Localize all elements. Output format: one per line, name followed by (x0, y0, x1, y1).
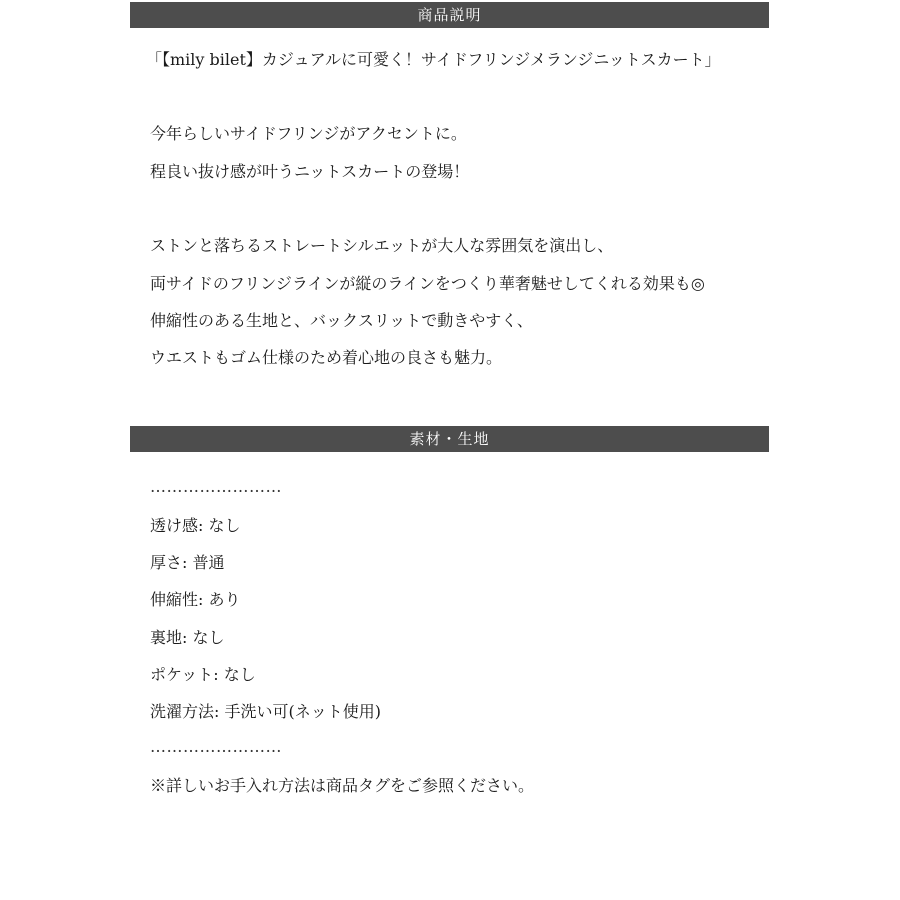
description-line: ウエストもゴム仕様のため着心地の良さも魅力。 (150, 348, 503, 367)
dotted-divider: …………………… (150, 477, 282, 496)
spec-value: なし (192, 628, 225, 647)
spec-row: 伸縮性: あり (150, 590, 241, 609)
spec-label: ポケット (150, 665, 214, 684)
spec-label: 透け感 (150, 516, 199, 535)
product-title: 「【mily bilet】カジュアルに可愛く！サイドフリンジメランジニットスカート」 (146, 50, 721, 69)
spec-value: なし (223, 665, 256, 684)
spec-value: 普通 (192, 553, 225, 572)
spec-row: 厚さ: 普通 (150, 553, 225, 572)
description-line: ストンと落ちるストレートシルエットが大人な雰囲気を演出し、 (150, 236, 614, 255)
dotted-divider: …………………… (150, 737, 282, 756)
spec-value: なし (208, 516, 241, 535)
section-header-material: 素材・生地 (130, 426, 769, 452)
section-header-description: 商品説明 (130, 2, 769, 28)
spec-row: 裏地: なし (150, 628, 225, 647)
description-line: 程良い抜け感が叶うニットスカートの登場！ (150, 162, 470, 181)
description-line: 今年らしいサイドフリンジがアクセントに。 (150, 124, 467, 143)
spec-row: 透け感: なし (150, 516, 241, 535)
spec-value: 手洗い可(ネット使用) (224, 702, 381, 721)
spec-label: 裏地 (150, 628, 183, 647)
description-line: 両サイドのフリンジラインが縦のラインをつくり華奢魅せしてくれる効果も◎ (150, 274, 705, 293)
spec-row: ポケット: なし (150, 665, 256, 684)
care-note: ※詳しいお手入れ方法は商品タグをご参照ください。 (150, 776, 535, 795)
spec-label: 厚さ (150, 553, 183, 572)
spec-label: 伸縮性 (150, 590, 199, 609)
spec-row: 洗濯方法: 手洗い可(ネット使用) (150, 702, 381, 721)
spec-label: 洗濯方法 (150, 702, 215, 721)
spec-value: あり (208, 590, 241, 609)
description-line: 伸縮性のある生地と、バックスリットで動きやすく、 (150, 311, 533, 330)
